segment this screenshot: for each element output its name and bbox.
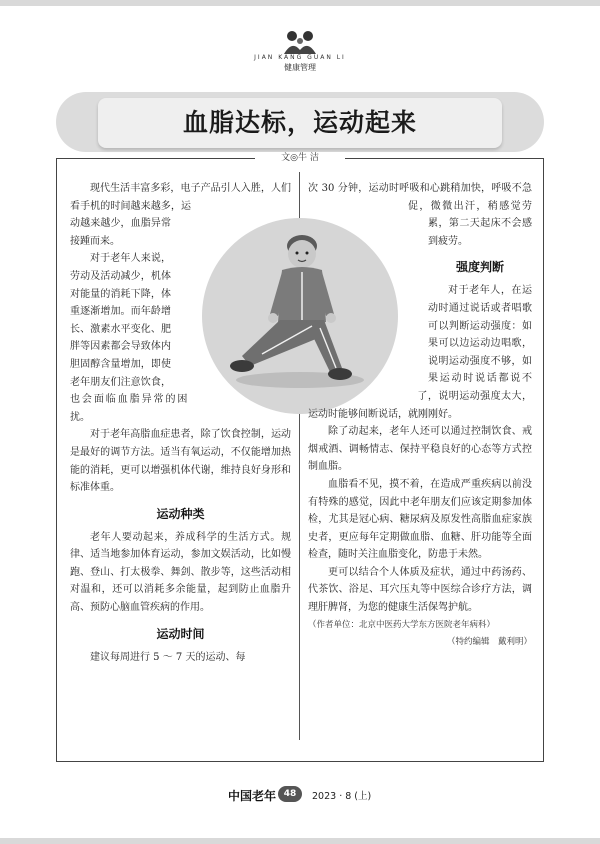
section-heading-intensity: 强度判断 [455, 260, 504, 275]
paragraph: 除了动起来，老年人还可以通过控制饮食、戒烟戒酒、调畅情志、保持平稳良好的心态等方式控制血脂。 [308, 426, 532, 473]
page-edge-bottom [0, 838, 600, 844]
paragraph: 对于老年高脂血症患者，除了饮食控制，运动是最好的调节方法。适当有氧运动，不仅能增加热能的消耗，更可以增强机体代谢，维持良好身形和标准体重。 [70, 429, 291, 494]
page-edge-top [0, 0, 600, 6]
paragraph: 对于老年人来说，劳动及活动减少，机体对能量的消耗下降，体重逐渐增加。而年龄增长、激素水平变化、肥胖等因素都会导致体内胆固醇含量增加，即使老年朋友们注意饮食，也会面临血脂异常的困扰。 [70, 253, 188, 423]
author-affiliation: （作者单位：北京中医药大学东方医院老年病科） [308, 619, 496, 630]
byline: 文◎牛 洁 [255, 152, 345, 165]
right-column [308, 180, 532, 755]
illustration-wrap-left [171, 180, 291, 428]
page-number: 48 [278, 786, 302, 802]
editor-credit: （特约编辑 戴利明） [446, 636, 532, 647]
page-footer [200, 786, 400, 804]
article-title: 血脂达标，运动起来 [98, 98, 502, 148]
section-heading-exercise: 运动种类 [156, 506, 205, 521]
paragraph: 对于老年人，在运动时通过说话或者唱歌可以判断运动强度：如果可以边运动边唱歌，说明运动强度不够，如果运动时说话都说不了，说明运动强度太大，运动时能够间断说话，就刚刚好。 [308, 285, 532, 420]
magazine-name: 中国老年 [228, 789, 277, 803]
paragraph: 现代生活丰富多彩，电子产品引人入胜，人们看手机的时间越来越多，运动越来越少，血脂异常接踵而来。 [70, 183, 291, 247]
paragraph: 次 30 分钟，运动时呼吸和心跳稍加快，呼吸不急促，微微出汗，稍感觉劳累，第二天起床不会感到疲劳。 [308, 183, 532, 247]
section-label-cn: 健康管理 [284, 63, 316, 72]
section-label-en: JIAN KANG GUAN LI [254, 54, 346, 61]
issue-date: 2023 · 8 (上) [312, 791, 372, 802]
paragraph: 更可以结合个人体质及症状，通过中药汤药、代茶饮、浴足、耳穴压丸等中医综合诊疗方法，调理肝脾肾，为您的健康生活保驾护航。 [308, 566, 532, 614]
section-heading-time: 运动时间 [156, 626, 205, 641]
paragraph: 建议每周进行 5 ～ 7 天的运动、每 [90, 651, 246, 663]
illustration-wrap-right [308, 180, 428, 428]
left-column [70, 180, 291, 755]
paragraph: 老年人要动起来，养成科学的生活方式。规律、适当地参加体育运动，参加文娱活动，比如慢跑、登山、打太极拳、舞剑、散步等，这些活动相对温和，还可以消耗多余能量，起到防止血脂升高、预防心脑血管疾病的作用。 [70, 531, 291, 614]
paragraph: 血脂看不见，摸不着，在造成严重疾病以前没有特殊的感觉，因此中老年朋友们应该定期参加体检，尤其是冠心病、糖尿病及原发性高脂血症家族史者，更应每年定期做血脂、血糖、肝功能等全面检查，随时关注血脂变化，防患于未然。 [308, 478, 532, 561]
